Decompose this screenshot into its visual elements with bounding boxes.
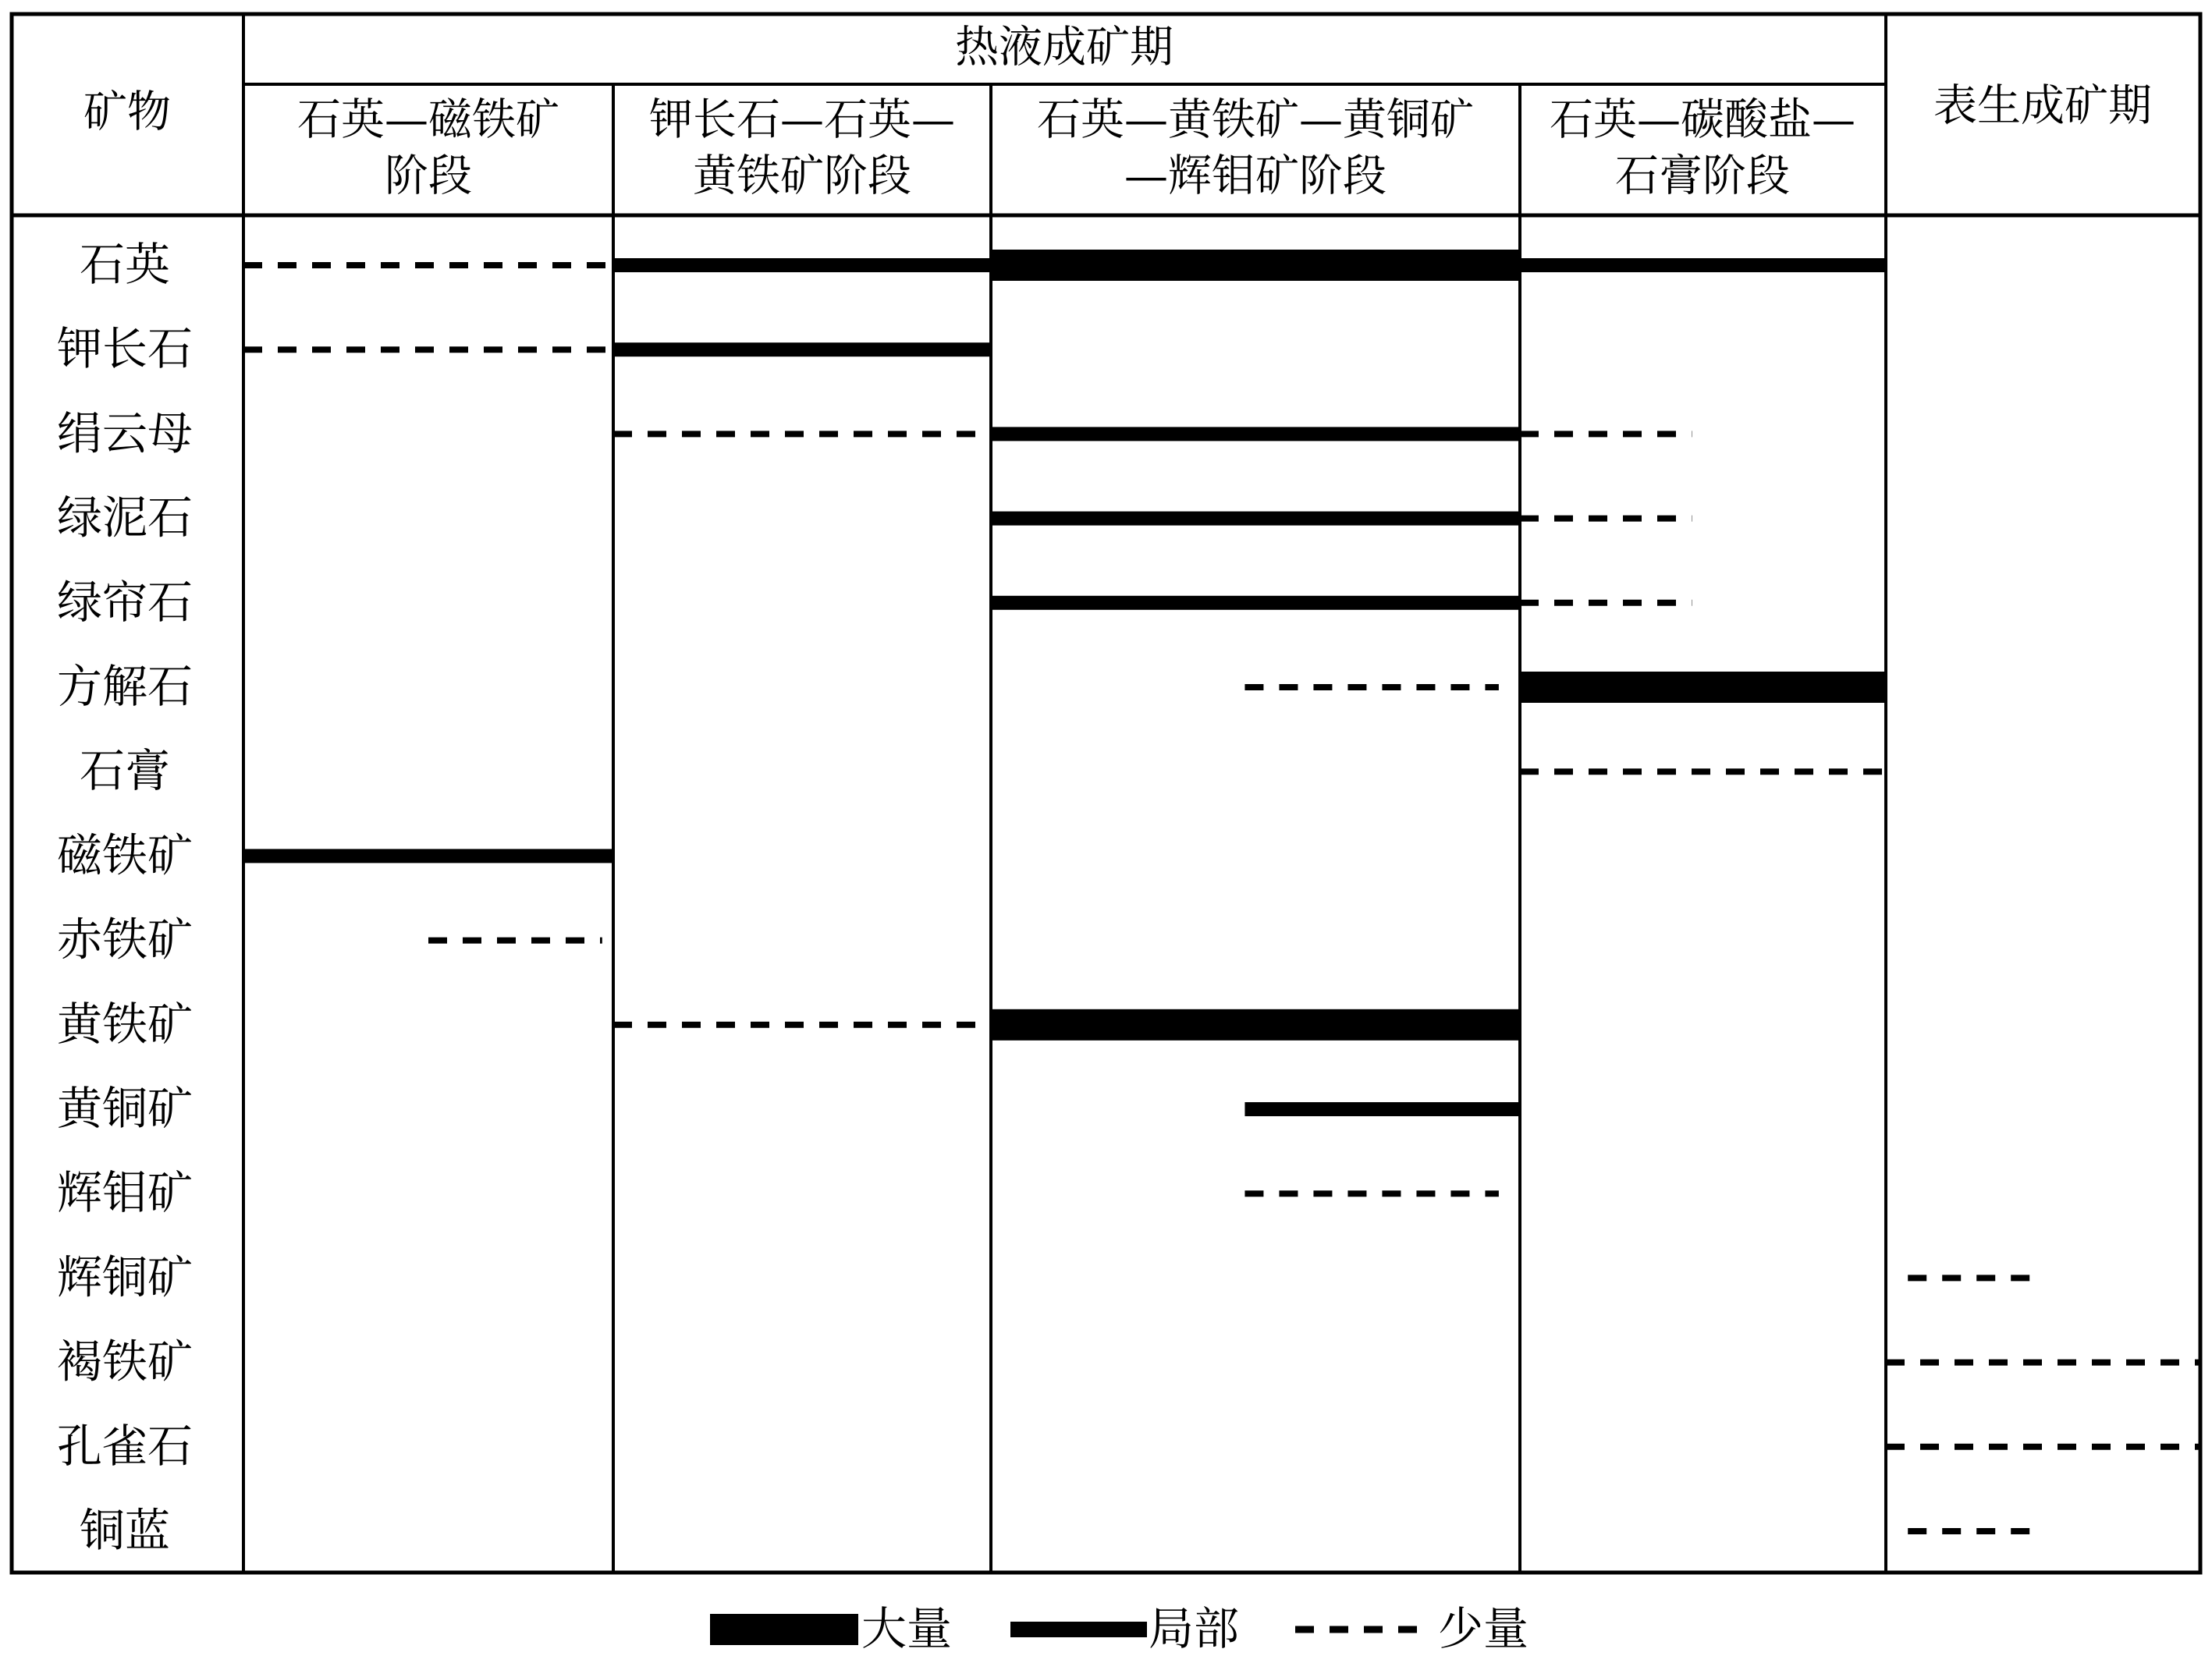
mineral-row [57, 322, 991, 375]
stage-4-header-line1: 石英—碳酸盐— [1550, 94, 1855, 146]
mineral-label: 绿帘石 [56, 575, 194, 629]
mineral-label: 绿泥石 [56, 491, 194, 544]
mineral-label: 磁铁矿 [56, 828, 194, 882]
stage-3-header-line2: —辉钼矿阶段 [1124, 151, 1386, 202]
mineral-row [57, 913, 602, 966]
mineral-row [57, 660, 1886, 713]
mineral-row [57, 1335, 2200, 1388]
mineral-row [57, 1082, 1520, 1135]
mineral-rows [57, 238, 2200, 1557]
mineral-label: 铜蓝 [79, 1504, 171, 1558]
abundance-bar-local [991, 596, 1520, 610]
mineral-row [57, 1250, 2043, 1303]
mineral-row [57, 1166, 1499, 1219]
mineral-label: 赤铁矿 [56, 913, 194, 966]
mineral-row [57, 406, 1692, 459]
mineral-row [57, 1420, 2200, 1473]
mineral-column-header: 矿物 [83, 87, 171, 138]
legend-local-swatch [1010, 1622, 1147, 1637]
mineral-row [57, 828, 613, 881]
mineral-label: 石英 [79, 238, 171, 292]
hydrothermal-period-header: 热液成矿期 [955, 22, 1173, 73]
mineral-row [57, 491, 1692, 544]
legend-minor-label: 少量 [1438, 1602, 1529, 1656]
table-frame [12, 14, 2200, 1573]
abundance-bar-local [613, 342, 991, 356]
abundance-bar-local [1520, 258, 1886, 272]
mineral-label: 石膏 [79, 744, 171, 798]
mineral-row [57, 998, 1520, 1051]
abundance-bar-large [991, 1009, 1520, 1041]
stage-3-header-line1: 石英—黄铁矿—黄铜矿 [1037, 94, 1474, 146]
table-border [12, 14, 2200, 1573]
abundance-bar-local [613, 258, 991, 272]
supergene-period-header: 表生成矿期 [1933, 80, 2152, 132]
mineral-label: 辉铜矿 [56, 1250, 194, 1304]
mineral-label: 方解石 [56, 660, 194, 714]
mineral-label: 孔雀石 [56, 1419, 194, 1473]
mineral-row [80, 238, 1886, 291]
abundance-bar-local [243, 849, 613, 863]
abundance-bar-local [991, 512, 1520, 526]
mineral-row [80, 1504, 2043, 1557]
mineral-label: 黄铁矿 [56, 997, 194, 1051]
legend-local-label: 局部 [1149, 1602, 1240, 1656]
stage-4-header-line2: 石膏阶段 [1615, 151, 1790, 202]
mineral-label: 褐铁矿 [56, 1335, 194, 1388]
stage-2-header-line1: 钾长石—石英— [649, 94, 955, 146]
abundance-bar-local [1244, 1102, 1520, 1116]
mineral-label: 辉钼矿 [56, 1166, 194, 1220]
mineral-row [80, 744, 1886, 797]
mineral-label: 钾长石 [56, 322, 194, 376]
stage-1-header-line1: 石英—磁铁矿 [297, 94, 559, 146]
stage-2-header-line2: 黄铁矿阶段 [693, 151, 911, 202]
mineral-label: 黄铜矿 [56, 1082, 194, 1136]
mineral-label: 绢云母 [56, 406, 194, 460]
legend-large-label: 大量 [861, 1602, 953, 1656]
abundance-bar-large [991, 250, 1520, 281]
abundance-bar-local [991, 427, 1520, 441]
stage-1-header-line2: 阶段 [385, 151, 472, 202]
legend-large-swatch [710, 1614, 858, 1645]
abundance-bar-large [1520, 672, 1886, 703]
legend [710, 1602, 1529, 1655]
mineral-row [57, 576, 1692, 629]
